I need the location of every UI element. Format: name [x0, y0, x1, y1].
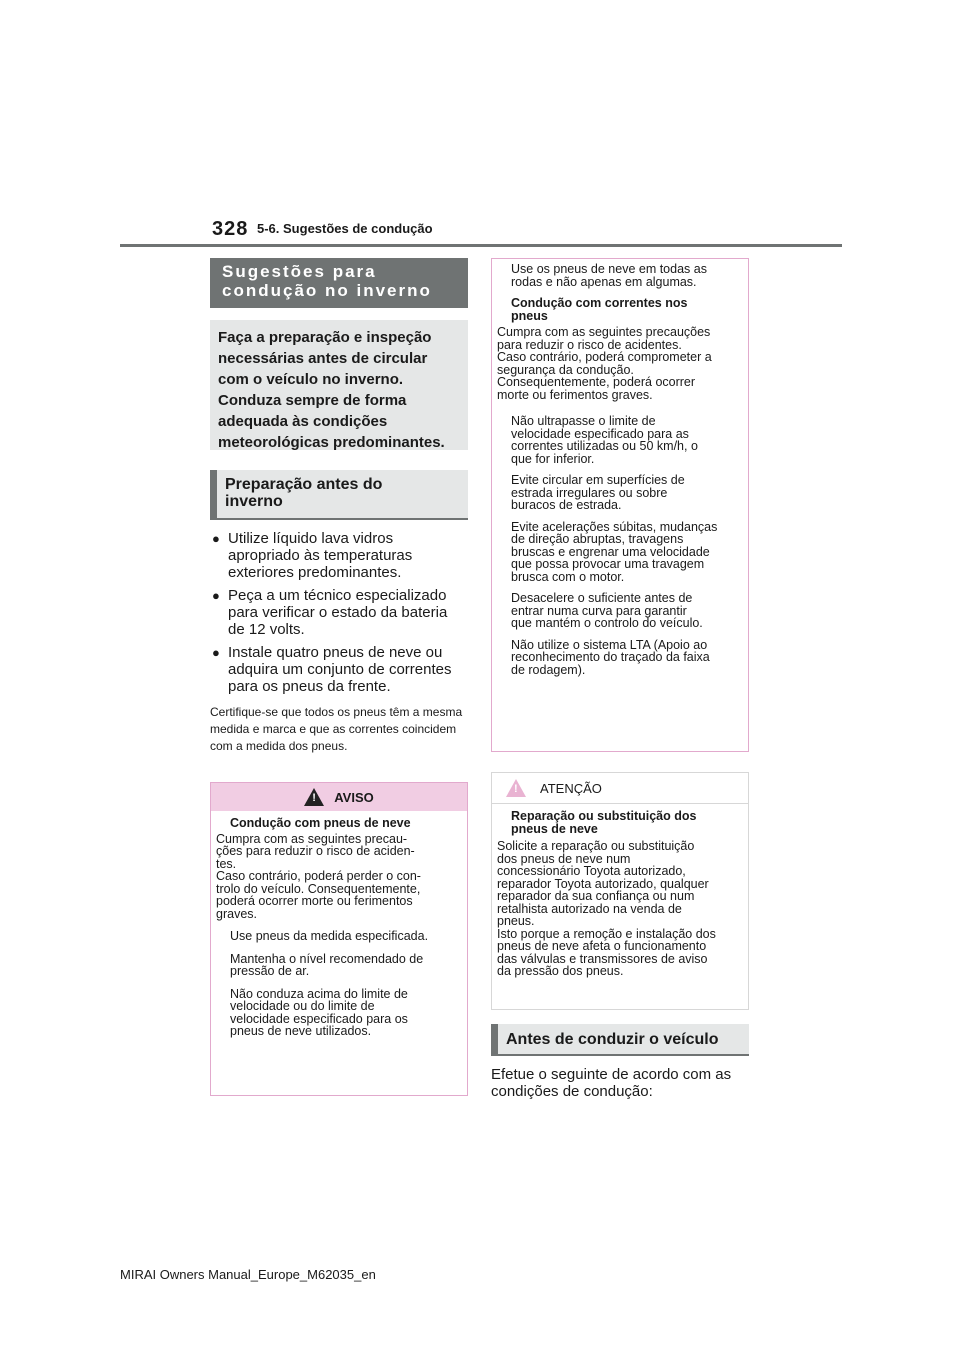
warning-title: Condução com pneus de neve — [230, 816, 411, 830]
warning-item: Evite circular em superfícies de estrada irregulares ou sobre buracos de estrada. — [511, 473, 685, 512]
attention-body — [492, 804, 748, 978]
warning-body — [211, 811, 467, 1038]
chapter-banner: Sugestões para condução no inverno — [210, 258, 468, 308]
attention-header — [492, 773, 748, 804]
tire-note: Certifique-se que todos os pneus têm a mesma medida e marca e que as correntes coincidem com a medida dos pneus. — [210, 705, 463, 753]
list-item: ● Instale quatro pneus de neve ou adquira um conjunto de correntes para os pneus da frente. — [212, 644, 452, 695]
warning-item: Não utilize o sistema LTA (Apoio ao reconhecimento do traçado da faixa de rodagem). — [511, 637, 710, 677]
bullet-icon: ● — [212, 645, 220, 660]
list-item: ● Peça a um técnico especializado para verificar o estado da bateria de 12 volts. — [212, 587, 448, 638]
warning-text: Cumpra com as seguintes precau- ções para reduzir o risco de aciden- tes. Caso contrário, poderá perder o con- trolo do veículo. Consequentemente, poderá ocorrer morte ou ferimentos graves. — [216, 831, 421, 921]
warning-paragraph: Evite acelerações súbitas, mudanças de direção abruptas, travagens bruscas e engrenar uma velocidade que possa provocar uma travagem brusca com o motor. — [511, 519, 718, 584]
attention-box — [491, 772, 749, 1010]
warning-item: Desacelere o suficiente antes de entrar numa curva para garantir que mantém o controlo do veículo. — [511, 591, 703, 630]
header-divider — [120, 244, 842, 247]
subheading-before-driving: Antes de conduzir o veículo — [491, 1024, 749, 1056]
bullet-icon: ● — [212, 588, 220, 603]
chains-text: Cumpra com as seguintes precauções para reduzir o risco de acidentes. Caso contrário, poderá comprometer a segurança da condução. Consequentemente, poderá ocorrer morte ou ferimentos graves. — [497, 325, 712, 402]
warning-header — [211, 783, 467, 811]
attention-text: Solicite a reparação ou substituição dos pneus de neve num concessionário Toyota autorizado, reparador Toyota autorizado, qualquer reparador da sua confiança ou num retalhista autorizado na venda de pneus. Isto porque a remoção e instalação dos pneus de neve afeta o funcionamento das válvulas e transmissores de aviso da pressão dos pneus. — [497, 839, 716, 978]
warning-label: AVISO — [334, 789, 374, 805]
warning-item: Não conduza acima do limite de velocidade ou do limite de velocidade especificado para os pneus de neve utilizados. — [230, 986, 408, 1038]
bullet-icon: ● — [212, 531, 220, 546]
warning-box — [210, 782, 468, 1096]
section-title: 5-6. Sugestões de condução — [257, 221, 433, 236]
warning-item: Não ultrapasse o limite de velocidade especificado para as correntes utilizadas ou 50 km/h, o que for inferior. — [511, 414, 698, 466]
subheading-preparation: Preparação antes do inverno — [210, 470, 468, 520]
page-number: 328 — [212, 218, 249, 240]
warning-item: Use os pneus de neve em todas as rodas e não apenas em algumas. — [511, 262, 707, 289]
warning-item: Use pneus da medida especificada. — [230, 929, 429, 943]
footer-manual-name: MIRAI Owners Manual_Europe_M62035_en — [120, 1267, 376, 1282]
intro-box: Faça a preparação e inspeção necessárias antes de circular com o veículo no inverno. Conduza sempre de forma adequada às condições meteorológicas predominantes. — [210, 320, 468, 450]
warning-triangle-icon: ! — [304, 788, 324, 806]
attention-title: Reparação ou substituição dos pneus de neve — [511, 809, 697, 836]
warning-item: Mantenha o nível recomendado de pressão de ar. — [230, 951, 424, 978]
chains-title: Condução com correntes nos pneus — [511, 296, 688, 323]
driving-conditions-text: Efetue o seguinte de acordo com as condições de condução: — [491, 1066, 732, 1100]
attention-label: ATENÇÃO — [540, 780, 602, 796]
caution-triangle-icon: ! — [506, 779, 526, 797]
bullet-list — [212, 530, 468, 701]
list-item: ● Utilize líquido lava vidros apropriado às temperaturas exteriores predominantes. — [212, 530, 413, 581]
warning-continuation-box — [491, 258, 749, 752]
